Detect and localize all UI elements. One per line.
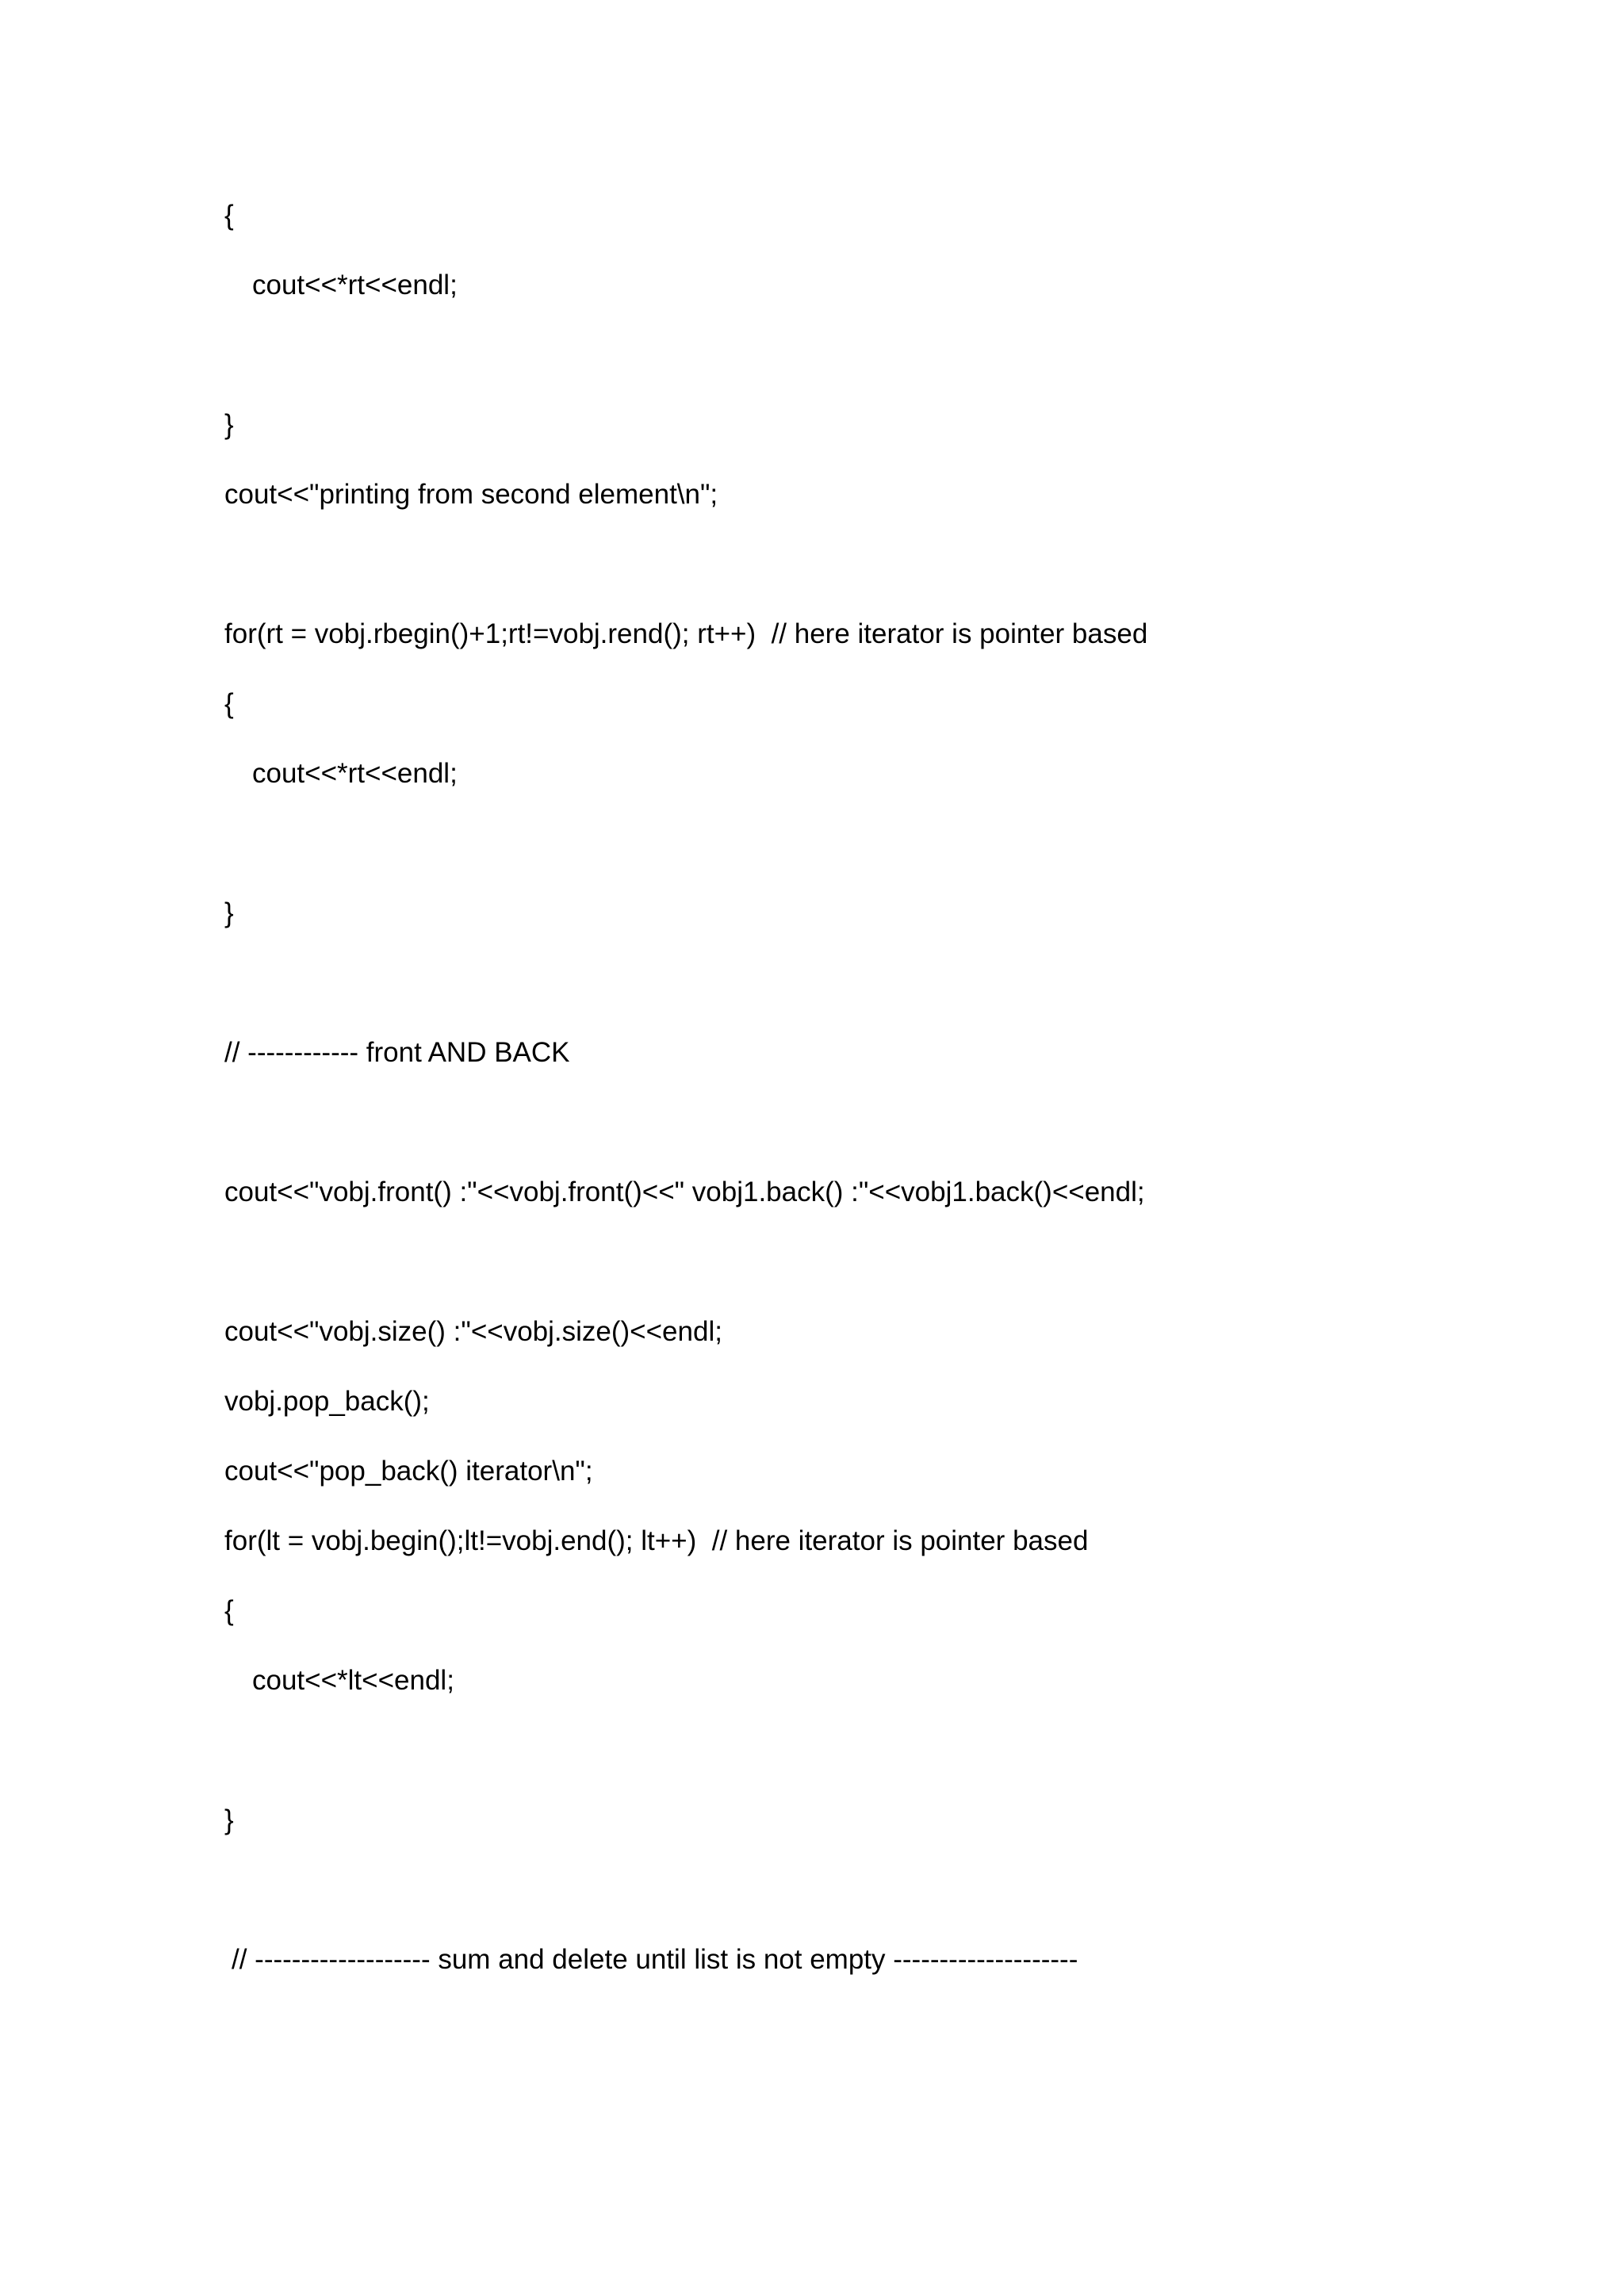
code-line: cout<<"printing from second element\n"; bbox=[224, 479, 718, 510]
code-line: cout<<"vobj.front() :"<<vobj.front()<<" vobj1.back() :"<<vobj1.back()<<endl; bbox=[224, 1177, 1145, 1207]
code-comment: // ------------ front AND BACK bbox=[224, 1037, 570, 1068]
code-line: cout<<*rt<<endl; bbox=[252, 270, 458, 300]
code-comment: // ------------------- sum and delete until list is not empty -------------------- bbox=[232, 1944, 1078, 1975]
code-line: { bbox=[224, 200, 234, 231]
code-line: for(rt = vobj.rbegin()+1;rt!=vobj.rend(); rt++) // here iterator is pointer based bbox=[224, 618, 1148, 649]
code-line: vobj.pop_back(); bbox=[224, 1386, 430, 1417]
code-line: } bbox=[224, 1804, 234, 1835]
code-line: { bbox=[224, 688, 234, 719]
code-line: cout<<*rt<<endl; bbox=[252, 758, 458, 789]
code-line: for(lt = vobj.begin();lt!=vobj.end(); lt++) // here iterator is pointer based bbox=[224, 1525, 1089, 1556]
code-line: } bbox=[224, 897, 234, 928]
code-line: } bbox=[224, 409, 234, 440]
code-line: cout<<"vobj.size() :"<<vobj.size()<<endl; bbox=[224, 1316, 722, 1347]
code-line: { bbox=[224, 1595, 234, 1626]
code-line: cout<<"pop_back() iterator\n"; bbox=[224, 1456, 593, 1487]
code-line: cout<<*lt<<endl; bbox=[252, 1665, 454, 1696]
